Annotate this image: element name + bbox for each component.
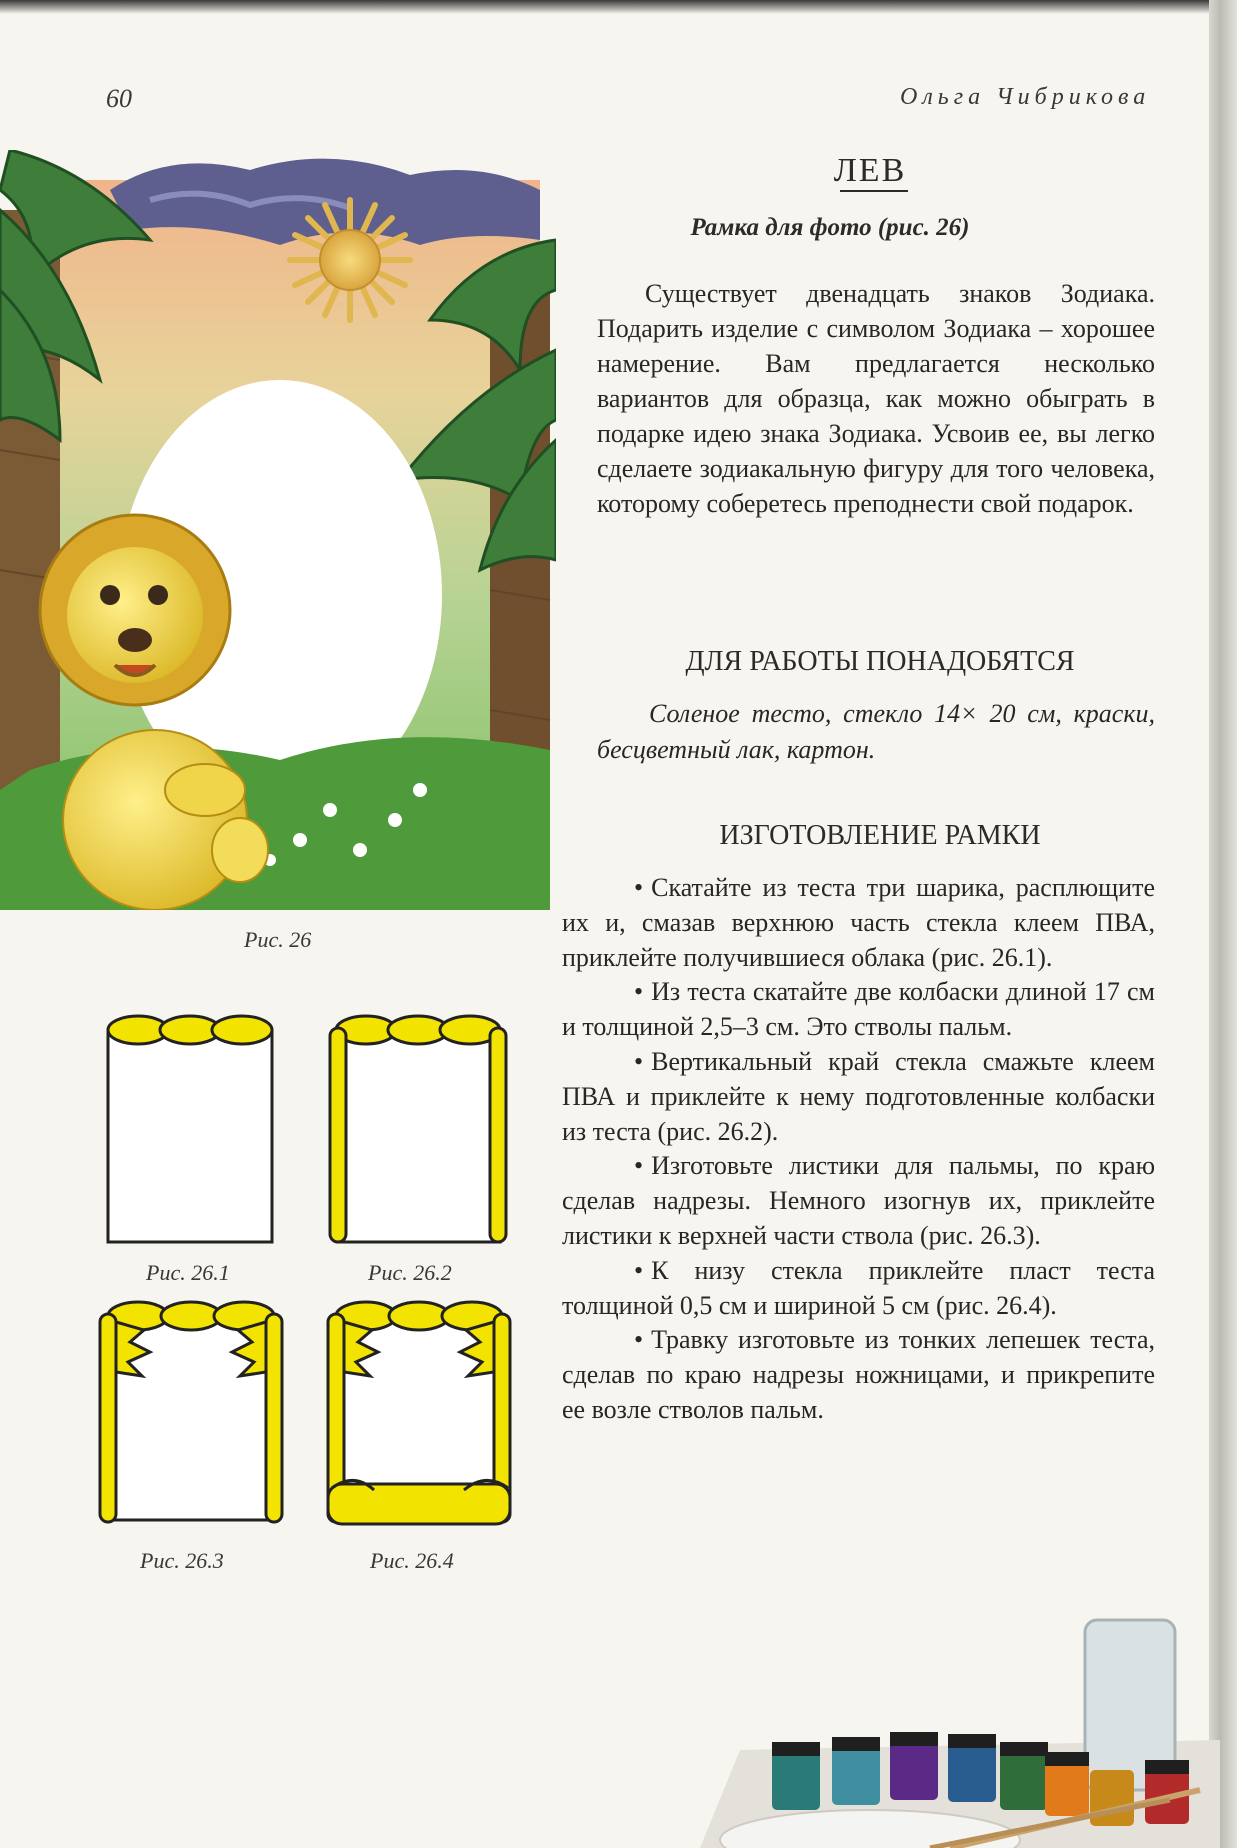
- making-heading: ИЗГОТОВЛЕНИЕ РАМКИ: [719, 820, 1041, 851]
- instruction-step: • Изготовьте листики для пальмы, по краю сделав надрезы. Немного изогнув их, приклейте листики к верхней части ствола (рис. 26.3).: [562, 1149, 1155, 1253]
- article-subtitle: Рамка для фото (рис. 26): [690, 214, 970, 241]
- sketch-26-3: [96, 1292, 286, 1532]
- figure-caption-26-1: Рис. 26.1: [146, 1260, 230, 1285]
- sun: [290, 200, 410, 320]
- instruction-step: • Вертикальный край стекла смажьте клеем ПВА и приклейте к нему подготовленные колбаски из теста (рис. 26.2).: [562, 1045, 1155, 1149]
- instruction-step: • Скатайте из теста три шарика, расплющите их и, смазав верхнюю часть стекла клеем ПВА, приклейте получившиеся облака (рис. 26.1).: [562, 871, 1155, 975]
- sketch-26-4: [324, 1292, 516, 1532]
- page-top-shadow: [0, 0, 1237, 14]
- instruction-step: • Из теста скатайте две колбаски длиной 17 см и толщиной 2,5–3 см. Это стволы пальм.: [562, 975, 1155, 1045]
- lion-frame-photo: [0, 150, 556, 910]
- title-underline: [840, 190, 908, 192]
- intro-paragraph: Существует двенадцать знаков Зодиака. Подарить изделие с символом Зодиака – хорошее намерение. Вам предлагается несколько вариантов для образца, как можно обыграть в подарке идею знака Зодиака. Усвоив ее, вы легко сделаете зодиакальную фигуру для того человека, которому соберетесь преподнести свой подарок.: [597, 279, 1155, 518]
- materials-heading: ДЛЯ РАБОТЫ ПОНАДОБЯТСЯ: [685, 646, 1075, 677]
- instruction-step: • К низу стекла приклейте пласт теста толщиной 0,5 см и шириной 5 см (рис. 26.4).: [562, 1254, 1155, 1324]
- figure-caption-26-4: Рис. 26.4: [370, 1548, 454, 1573]
- page-number: 60: [106, 84, 132, 113]
- sketch-26-2: [326, 1006, 511, 1246]
- materials-list: Соленое тесто, стекло 14× 20 см, краски, бесцветный лак, картон.: [597, 699, 1155, 764]
- instruction-step: • Травку изготовьте из тонких лепешек теста, сделав по краю надрезы ножницами, и прикрепите ее возле стволов пальм.: [562, 1323, 1155, 1427]
- figure-caption-26: Рис. 26: [244, 927, 312, 952]
- running-header-author: Ольга Чибрикова: [900, 84, 1151, 110]
- figure-caption-26-3: Рис. 26.3: [140, 1548, 224, 1573]
- figure-caption-26-2: Рис. 26.2: [368, 1260, 452, 1285]
- instruction-steps: [562, 871, 1155, 1428]
- paint-supplies-photo: [700, 1600, 1220, 1848]
- article-title: ЛЕВ: [833, 152, 907, 189]
- page-right-edge: [1209, 0, 1237, 1848]
- sketch-26-1: [100, 1008, 280, 1248]
